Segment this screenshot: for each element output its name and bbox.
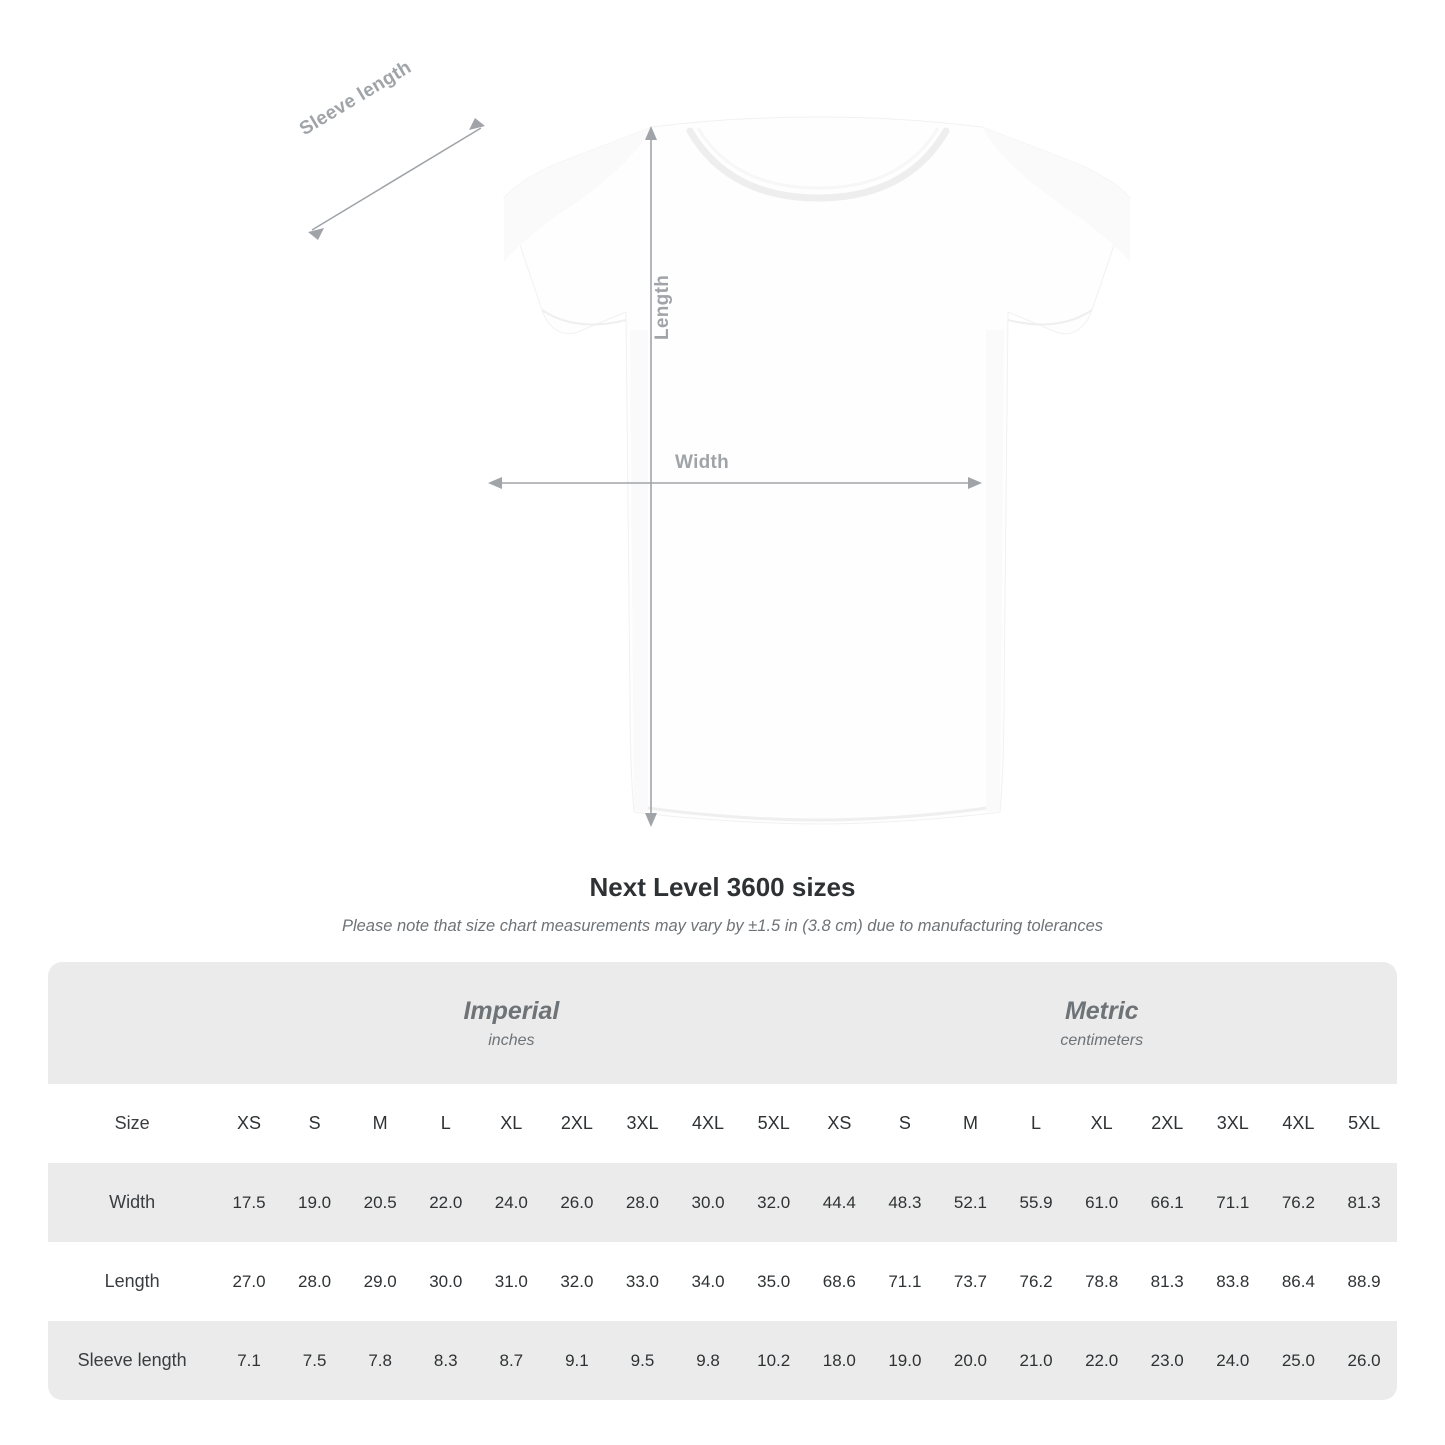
cell-sleeve-imperial-4xl: 9.8 [675,1321,741,1400]
measure-label-sleeve-length: Sleeve length [48,1321,216,1400]
cell-width-metric-xs: 44.4 [807,1163,873,1242]
cell-sleeve-metric-s: 19.0 [872,1321,938,1400]
cell-width-metric-l: 55.9 [1003,1163,1069,1242]
cell-length-metric-xl: 78.8 [1069,1242,1135,1321]
size-col-imperial-l: L [413,1084,479,1163]
size-col-imperial-xl: XL [479,1084,545,1163]
cell-sleeve-imperial-xs: 7.1 [216,1321,282,1400]
size-col-metric-3xl: 3XL [1200,1084,1266,1163]
cell-sleeve-imperial-3xl: 9.5 [610,1321,676,1400]
unit-group-metric-unit: centimeters [1060,1031,1144,1049]
tolerance-note: Please note that size chart measurements may vary by ±1.5 in (3.8 cm) due to manufacturing tolerances [341,917,1104,935]
cell-width-metric-s: 48.3 [872,1163,938,1242]
unit-header-row [48,962,1397,1084]
cell-width-imperial-2xl: 26.0 [544,1163,610,1242]
cell-length-imperial-xs: 27.0 [216,1242,282,1321]
size-col-metric-2xl: 2XL [1134,1084,1200,1163]
cell-width-metric-2xl: 66.1 [1134,1163,1200,1242]
cell-sleeve-metric-xl: 22.0 [1069,1321,1135,1400]
sleeve-length-label: Sleeve length [296,56,416,141]
size-col-imperial-5xl: 5XL [741,1084,807,1163]
cell-width-metric-m: 52.1 [938,1163,1004,1242]
cell-sleeve-imperial-5xl: 10.2 [741,1321,807,1400]
measure-label-width: Width [48,1163,216,1242]
unit-group-imperial-unit: inches [488,1031,535,1049]
cell-width-imperial-m: 20.5 [347,1163,413,1242]
length-label: Length [652,274,673,340]
cell-length-imperial-s: 28.0 [282,1242,348,1321]
size-col-metric-s: S [872,1084,938,1163]
size-table-wrap [48,962,1397,1400]
cell-length-metric-2xl: 81.3 [1134,1242,1200,1321]
cell-length-metric-3xl: 83.8 [1200,1242,1266,1321]
cell-length-imperial-3xl: 33.0 [610,1242,676,1321]
page-title: Next Level 3600 sizes [589,872,856,902]
cell-sleeve-metric-xs: 18.0 [807,1321,873,1400]
cell-sleeve-metric-4xl: 25.0 [1266,1321,1332,1400]
table-row [48,1163,1397,1242]
cell-width-metric-5xl: 81.3 [1331,1163,1397,1242]
size-col-imperial-3xl: 3XL [610,1084,676,1163]
unit-group-imperial-name: Imperial [463,997,560,1026]
size-col-imperial-4xl: 4XL [675,1084,741,1163]
cell-width-imperial-4xl: 30.0 [675,1163,741,1242]
table-row [48,1321,1397,1400]
cell-sleeve-imperial-l: 8.3 [413,1321,479,1400]
cell-sleeve-metric-2xl: 23.0 [1134,1321,1200,1400]
size-col-metric-m: M [938,1084,1004,1163]
cell-length-imperial-l: 30.0 [413,1242,479,1321]
cell-length-imperial-5xl: 35.0 [741,1242,807,1321]
cell-width-imperial-l: 22.0 [413,1163,479,1242]
cell-width-imperial-xl: 24.0 [479,1163,545,1242]
size-col-metric-5xl: 5XL [1331,1084,1397,1163]
size-row-header: Size [48,1084,216,1163]
size-col-metric-4xl: 4XL [1266,1084,1332,1163]
cell-sleeve-metric-l: 21.0 [1003,1321,1069,1400]
title-block [0,872,1445,936]
cell-length-imperial-m: 29.0 [347,1242,413,1321]
cell-length-metric-l: 76.2 [1003,1242,1069,1321]
cell-width-metric-4xl: 76.2 [1266,1163,1332,1242]
unit-group-metric-name: Metric [1064,997,1139,1026]
size-col-imperial-s: S [282,1084,348,1163]
cell-width-metric-xl: 61.0 [1069,1163,1135,1242]
measure-label-length: Length [48,1242,216,1321]
size-col-metric-xl: XL [1069,1084,1135,1163]
cell-width-imperial-5xl: 32.0 [741,1163,807,1242]
cell-sleeve-imperial-2xl: 9.1 [544,1321,610,1400]
cell-sleeve-imperial-m: 7.8 [347,1321,413,1400]
size-col-imperial-2xl: 2XL [544,1084,610,1163]
unit-group-metric [807,962,1397,1084]
sleeve-measure-line [308,118,485,240]
unit-header-spacer [48,962,216,1084]
cell-length-metric-4xl: 86.4 [1266,1242,1332,1321]
cell-width-imperial-xs: 17.5 [216,1163,282,1242]
tshirt-shape [504,117,1130,824]
table-row [48,1242,1397,1321]
cell-sleeve-metric-5xl: 26.0 [1331,1321,1397,1400]
cell-length-metric-s: 71.1 [872,1242,938,1321]
cell-sleeve-imperial-s: 7.5 [282,1321,348,1400]
cell-length-imperial-4xl: 34.0 [675,1242,741,1321]
cell-sleeve-imperial-xl: 8.7 [479,1321,545,1400]
cell-sleeve-metric-3xl: 24.0 [1200,1321,1266,1400]
cell-length-imperial-xl: 31.0 [479,1242,545,1321]
unit-group-imperial [216,962,806,1084]
size-header-row [48,1084,1397,1163]
size-col-metric-xs: XS [807,1084,873,1163]
cell-length-metric-xs: 68.6 [807,1242,873,1321]
cell-sleeve-metric-m: 20.0 [938,1321,1004,1400]
size-table [48,962,1397,1400]
cell-length-metric-5xl: 88.9 [1331,1242,1397,1321]
width-label: Width [675,452,730,473]
size-col-imperial-m: M [347,1084,413,1163]
cell-width-imperial-3xl: 28.0 [610,1163,676,1242]
cell-length-metric-m: 73.7 [938,1242,1004,1321]
cell-length-imperial-2xl: 32.0 [544,1242,610,1321]
size-col-metric-l: L [1003,1084,1069,1163]
cell-width-metric-3xl: 71.1 [1200,1163,1266,1242]
size-col-imperial-xs: XS [216,1084,282,1163]
cell-width-imperial-s: 19.0 [282,1163,348,1242]
